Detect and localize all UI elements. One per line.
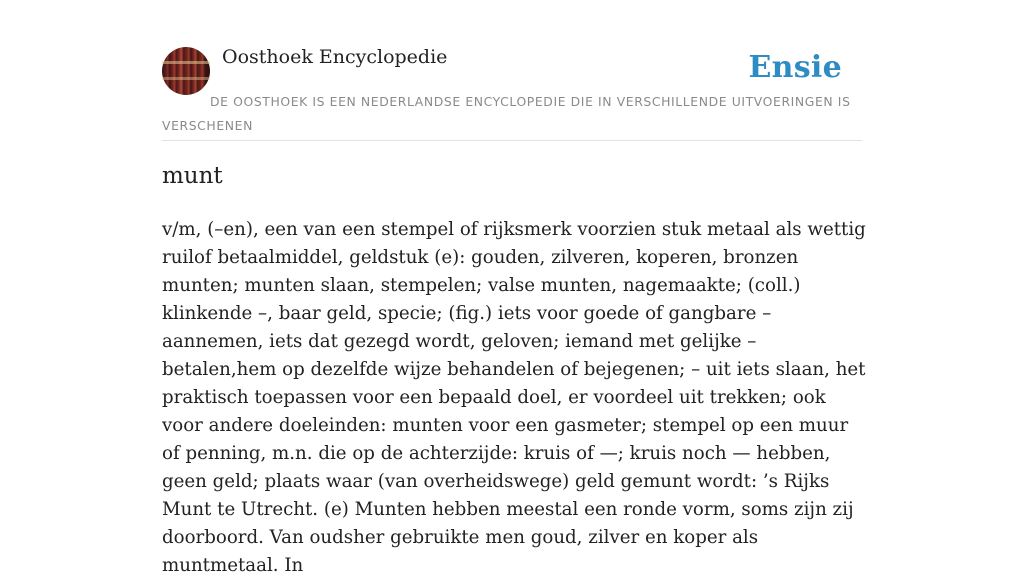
site-tagline: DE OOSTHOEK IS EEN NEDERLANDSE ENCYCLOPEDIE DIE IN VERSCHILLENDE UITVOERINGEN IS VERSCHENEN (162, 94, 851, 133)
entry-title: munt (162, 163, 223, 189)
brand-logo[interactable]: Ensie (748, 50, 842, 85)
site-header (162, 0, 862, 141)
site-title[interactable]: Oosthoek Encyclopedie (222, 46, 448, 68)
encyclopedia-books-avatar[interactable] (162, 47, 210, 95)
entry-body: v/m, (–en), een van een stempel of rijksmerk voorzien stuk metaal als wettig ruilof betaalmiddel, geldstuk (e): gouden, zilveren, koperen, bronzen munten; munten slaan, stempelen; valse munten, nagemaakte; (coll.) klinkende –, baar geld, specie; (fig.) iets voor goede of gangbare – aannemen, iets dat gezegd wordt, geloven; iemand met gelijke – betalen,hem op dezelfde wijze behandelen of bejegenen; – uit iets slaan, het praktisch toepassen voor een bepaald doel, er voordeel uit trekken; ook voor andere doeleinden: munten voor een gasmeter; stempel op een muur of penning, m.n. die op de achterzijde: kruis of —; kruis noch — hebben, geen geld; plaats waar (van overheidswege) geld gemunt wordt: ’s Rijks Munt te Utrecht. (e) Munten hebben meestal een ronde vorm, soms zijn zij doorboord. Van oudsher gebruikte men goud, zilver en koper als muntmetaal. In (162, 219, 866, 576)
page-wrapper (162, 0, 866, 576)
